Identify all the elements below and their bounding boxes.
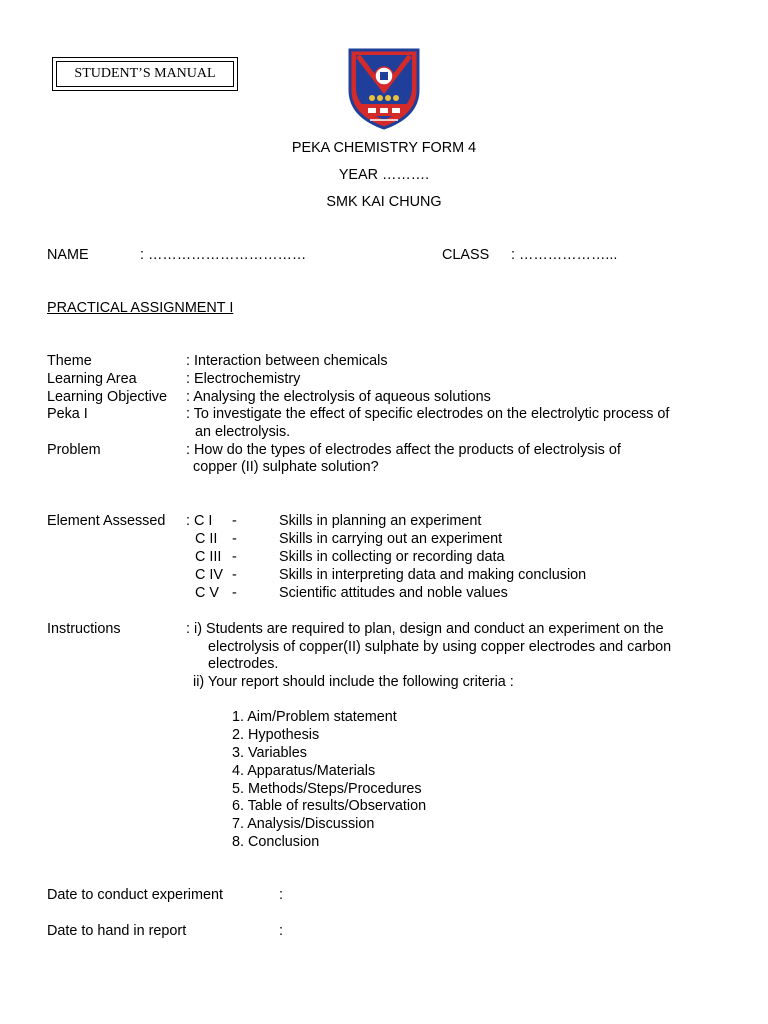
year-line: YEAR ………. [338, 167, 430, 183]
peka-value-line-2: an electrolysis. [195, 424, 291, 440]
learning-objective-value: : Analysing the electrolysis of aqueous solutions [186, 389, 491, 405]
element-description: Scientific attitudes and noble values [279, 585, 508, 601]
manual-label: STUDENT’S MANUAL [56, 61, 234, 87]
instructions-label: Instructions [47, 621, 121, 637]
element-code: C II [195, 531, 218, 547]
name-label: NAME [47, 247, 89, 263]
criteria-item: 1. Aim/Problem statement [232, 709, 397, 725]
element-dash: - [232, 531, 237, 547]
assignment-title: PRACTICAL ASSIGNMENT I [47, 300, 234, 316]
element-dash: - [232, 549, 237, 565]
school-name: SMK KAI CHUNG [326, 194, 442, 210]
element-assessed-label: Element Assessed [47, 513, 166, 529]
instructions-line-2: electrolysis of copper(II) sulphate by using copper electrodes and carbon [208, 639, 672, 655]
conduct-date-colon: : [279, 887, 283, 903]
conduct-date-label: Date to conduct experiment [47, 887, 223, 903]
class-field: : ………………... [511, 247, 618, 263]
criteria-item: 4. Apparatus/Materials [232, 763, 376, 779]
criteria-item: 3. Variables [232, 745, 307, 761]
instructions-line-1: : i) Students are required to plan, design and conduct an experiment on the [186, 621, 664, 637]
criteria-item: 7. Analysis/Discussion [232, 816, 375, 832]
problem-value-line-1: : How do the types of electrodes affect the products of electrolysis of [186, 442, 621, 458]
element-code: C III [195, 549, 222, 565]
document-title: PEKA CHEMISTRY FORM 4 [291, 140, 477, 156]
instructions-line-4: ii) Your report should include the following criteria : [193, 674, 514, 690]
criteria-item: 6. Table of results/Observation [232, 798, 427, 814]
problem-value-line-2: copper (II) sulphate solution? [193, 459, 379, 475]
element-description: Skills in planning an experiment [279, 513, 482, 529]
problem-label: Problem [47, 442, 101, 458]
element-code: : C I [186, 513, 213, 529]
element-dash: - [232, 567, 237, 583]
learning-area-value: : Electrochemistry [186, 371, 301, 387]
handin-date-label: Date to hand in report [47, 923, 187, 939]
manual-label-box [52, 57, 238, 91]
element-code: C V [195, 585, 219, 601]
element-description: Skills in interpreting data and making conclusion [279, 567, 587, 583]
theme-value: : Interaction between chemicals [186, 353, 388, 369]
school-crest-logo [346, 46, 422, 130]
element-dash: - [232, 585, 237, 601]
theme-label: Theme [47, 353, 92, 369]
handin-date-colon: : [279, 923, 283, 939]
criteria-item: 5. Methods/Steps/Procedures [232, 781, 422, 797]
criteria-item: 8. Conclusion [232, 834, 320, 850]
element-description: Skills in collecting or recording data [279, 549, 505, 565]
peka-label: Peka I [47, 406, 88, 422]
criteria-item: 2. Hypothesis [232, 727, 320, 743]
peka-value-line-1: : To investigate the effect of specific electrodes on the electrolytic process of [186, 406, 670, 422]
class-label: CLASS [442, 247, 490, 263]
element-dash: - [232, 513, 237, 529]
name-field: : …………………………… [140, 247, 307, 263]
learning-area-label: Learning Area [47, 371, 137, 387]
element-description: Skills in carrying out an experiment [279, 531, 503, 547]
element-code: C IV [195, 567, 223, 583]
instructions-line-3: electrodes. [208, 656, 279, 672]
learning-objective-label: Learning Objective [47, 389, 167, 405]
